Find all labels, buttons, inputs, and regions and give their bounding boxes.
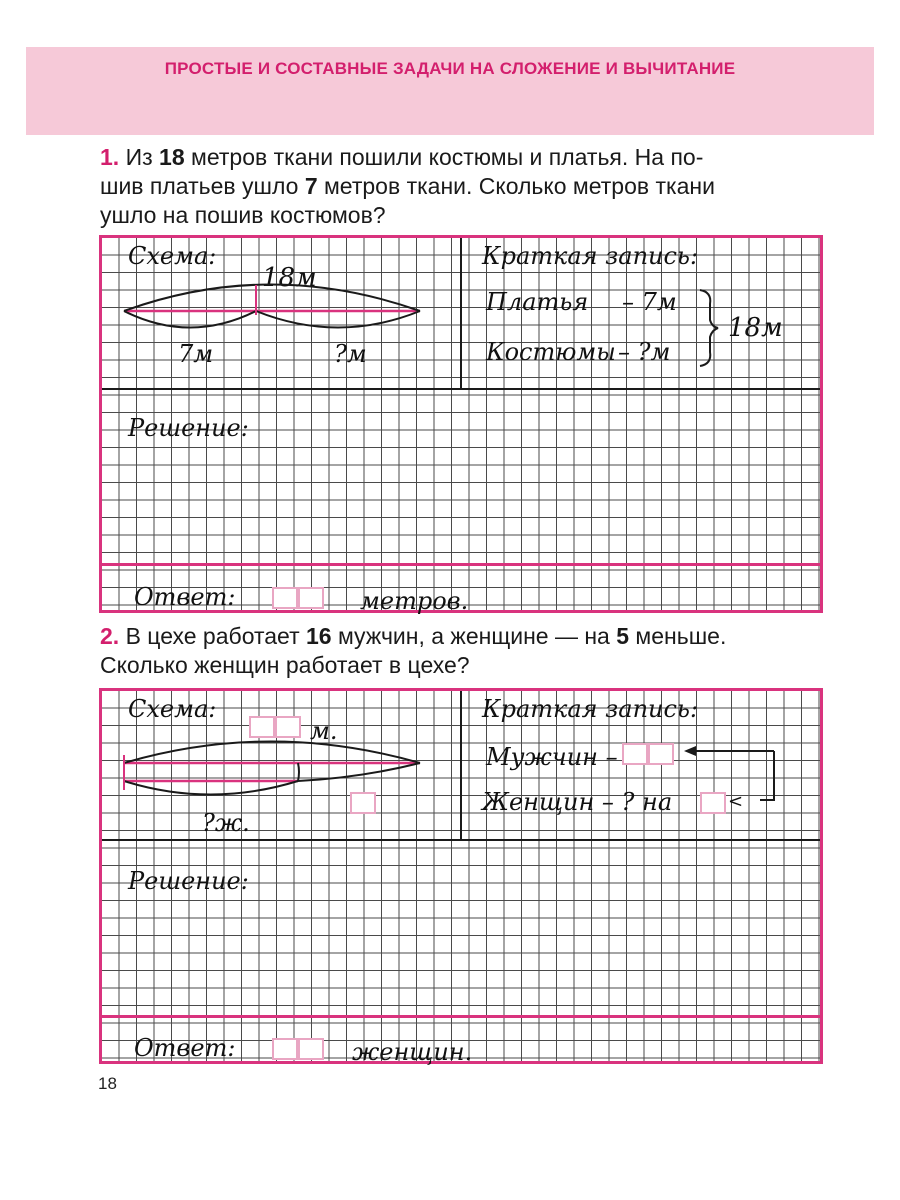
task-1-text-part: метров ткани. Сколько метров ткани <box>317 173 715 199</box>
task-1-number: 1. <box>100 144 120 170</box>
task-1-short-row-1-name: Платья <box>486 288 589 316</box>
task-1-scheme-part-2: ?м <box>334 340 367 368</box>
task-2-short-label: Краткая запись: <box>482 695 699 723</box>
task-1-short-row-1-value: – 7м <box>622 288 677 316</box>
task-2-compare-bracket <box>760 751 774 800</box>
task-2-text-part: В цехе работает <box>125 623 306 649</box>
task-1-scheme-total: 18м <box>262 263 317 293</box>
task-2-compare-arrowhead <box>684 746 696 756</box>
task-1-highlight: 7 <box>304 173 318 199</box>
task-2-women-arc <box>124 781 298 795</box>
page-title: ПРОСТЫЕ И СОСТАВНЫЕ ЗАДАЧИ НА СЛОЖЕНИЕ И ВЫЧИТАНИЕ <box>164 59 736 78</box>
task-1-short-label: Краткая запись: <box>482 242 699 270</box>
task-2-highlight: 5 <box>616 623 630 649</box>
task-1-text-part: ушло на пошив костюмов? <box>100 202 386 228</box>
task-2-scheme-top-unit: м. <box>310 717 338 745</box>
task-2-men-arc <box>124 742 420 764</box>
task-1-text-part: шив платьев ушло <box>100 173 305 199</box>
task-1-answer-unit: метров. <box>360 587 469 615</box>
task-2-short-row-1-name: Мужчин – <box>486 743 618 771</box>
task-1-highlight: 18 <box>159 144 185 170</box>
task-1-text-part: метров ткани пошили костюмы и платья. На по- <box>184 144 704 170</box>
task-2-text-part: мужчин, а женщине — на <box>331 623 617 649</box>
task-2-text-part: меньше. <box>629 623 727 649</box>
task-1-solution-label: Решение: <box>128 414 249 442</box>
task-2-scheme-bottom: ?ж. <box>202 809 250 837</box>
task-2-number: 2. <box>100 623 120 649</box>
task-1-short-total: 18м <box>728 313 783 343</box>
task-2-answer-unit: женщин. <box>352 1038 473 1066</box>
task-1-short-row-2-value: – ?м <box>618 338 671 366</box>
task-2-highlight: 16 <box>306 623 332 649</box>
task-2-scheme-label: Схема: <box>128 695 217 723</box>
page-number: 18 <box>98 1074 117 1093</box>
task-2-difference-arc <box>298 763 420 781</box>
task-2-solution-label: Решение: <box>128 867 249 895</box>
task-2-short-row-2-sign: < <box>728 791 744 812</box>
task-2-text-part: Сколько женщин работает в цехе? <box>100 652 470 678</box>
task-1-scheme-part-1: 7м <box>178 340 214 368</box>
task-1-short-row-2-name: Костюмы <box>486 338 616 366</box>
task-1-scheme-label: Схема: <box>128 242 217 270</box>
task-2-difference-mark <box>298 763 299 781</box>
task-2-short-row-2-name: Женщин – ? на <box>482 788 673 816</box>
task-2-answer-label: Ответ: <box>134 1034 236 1062</box>
task-1-text-part: Из <box>125 144 160 170</box>
task-1-answer-label: Ответ: <box>134 583 236 611</box>
